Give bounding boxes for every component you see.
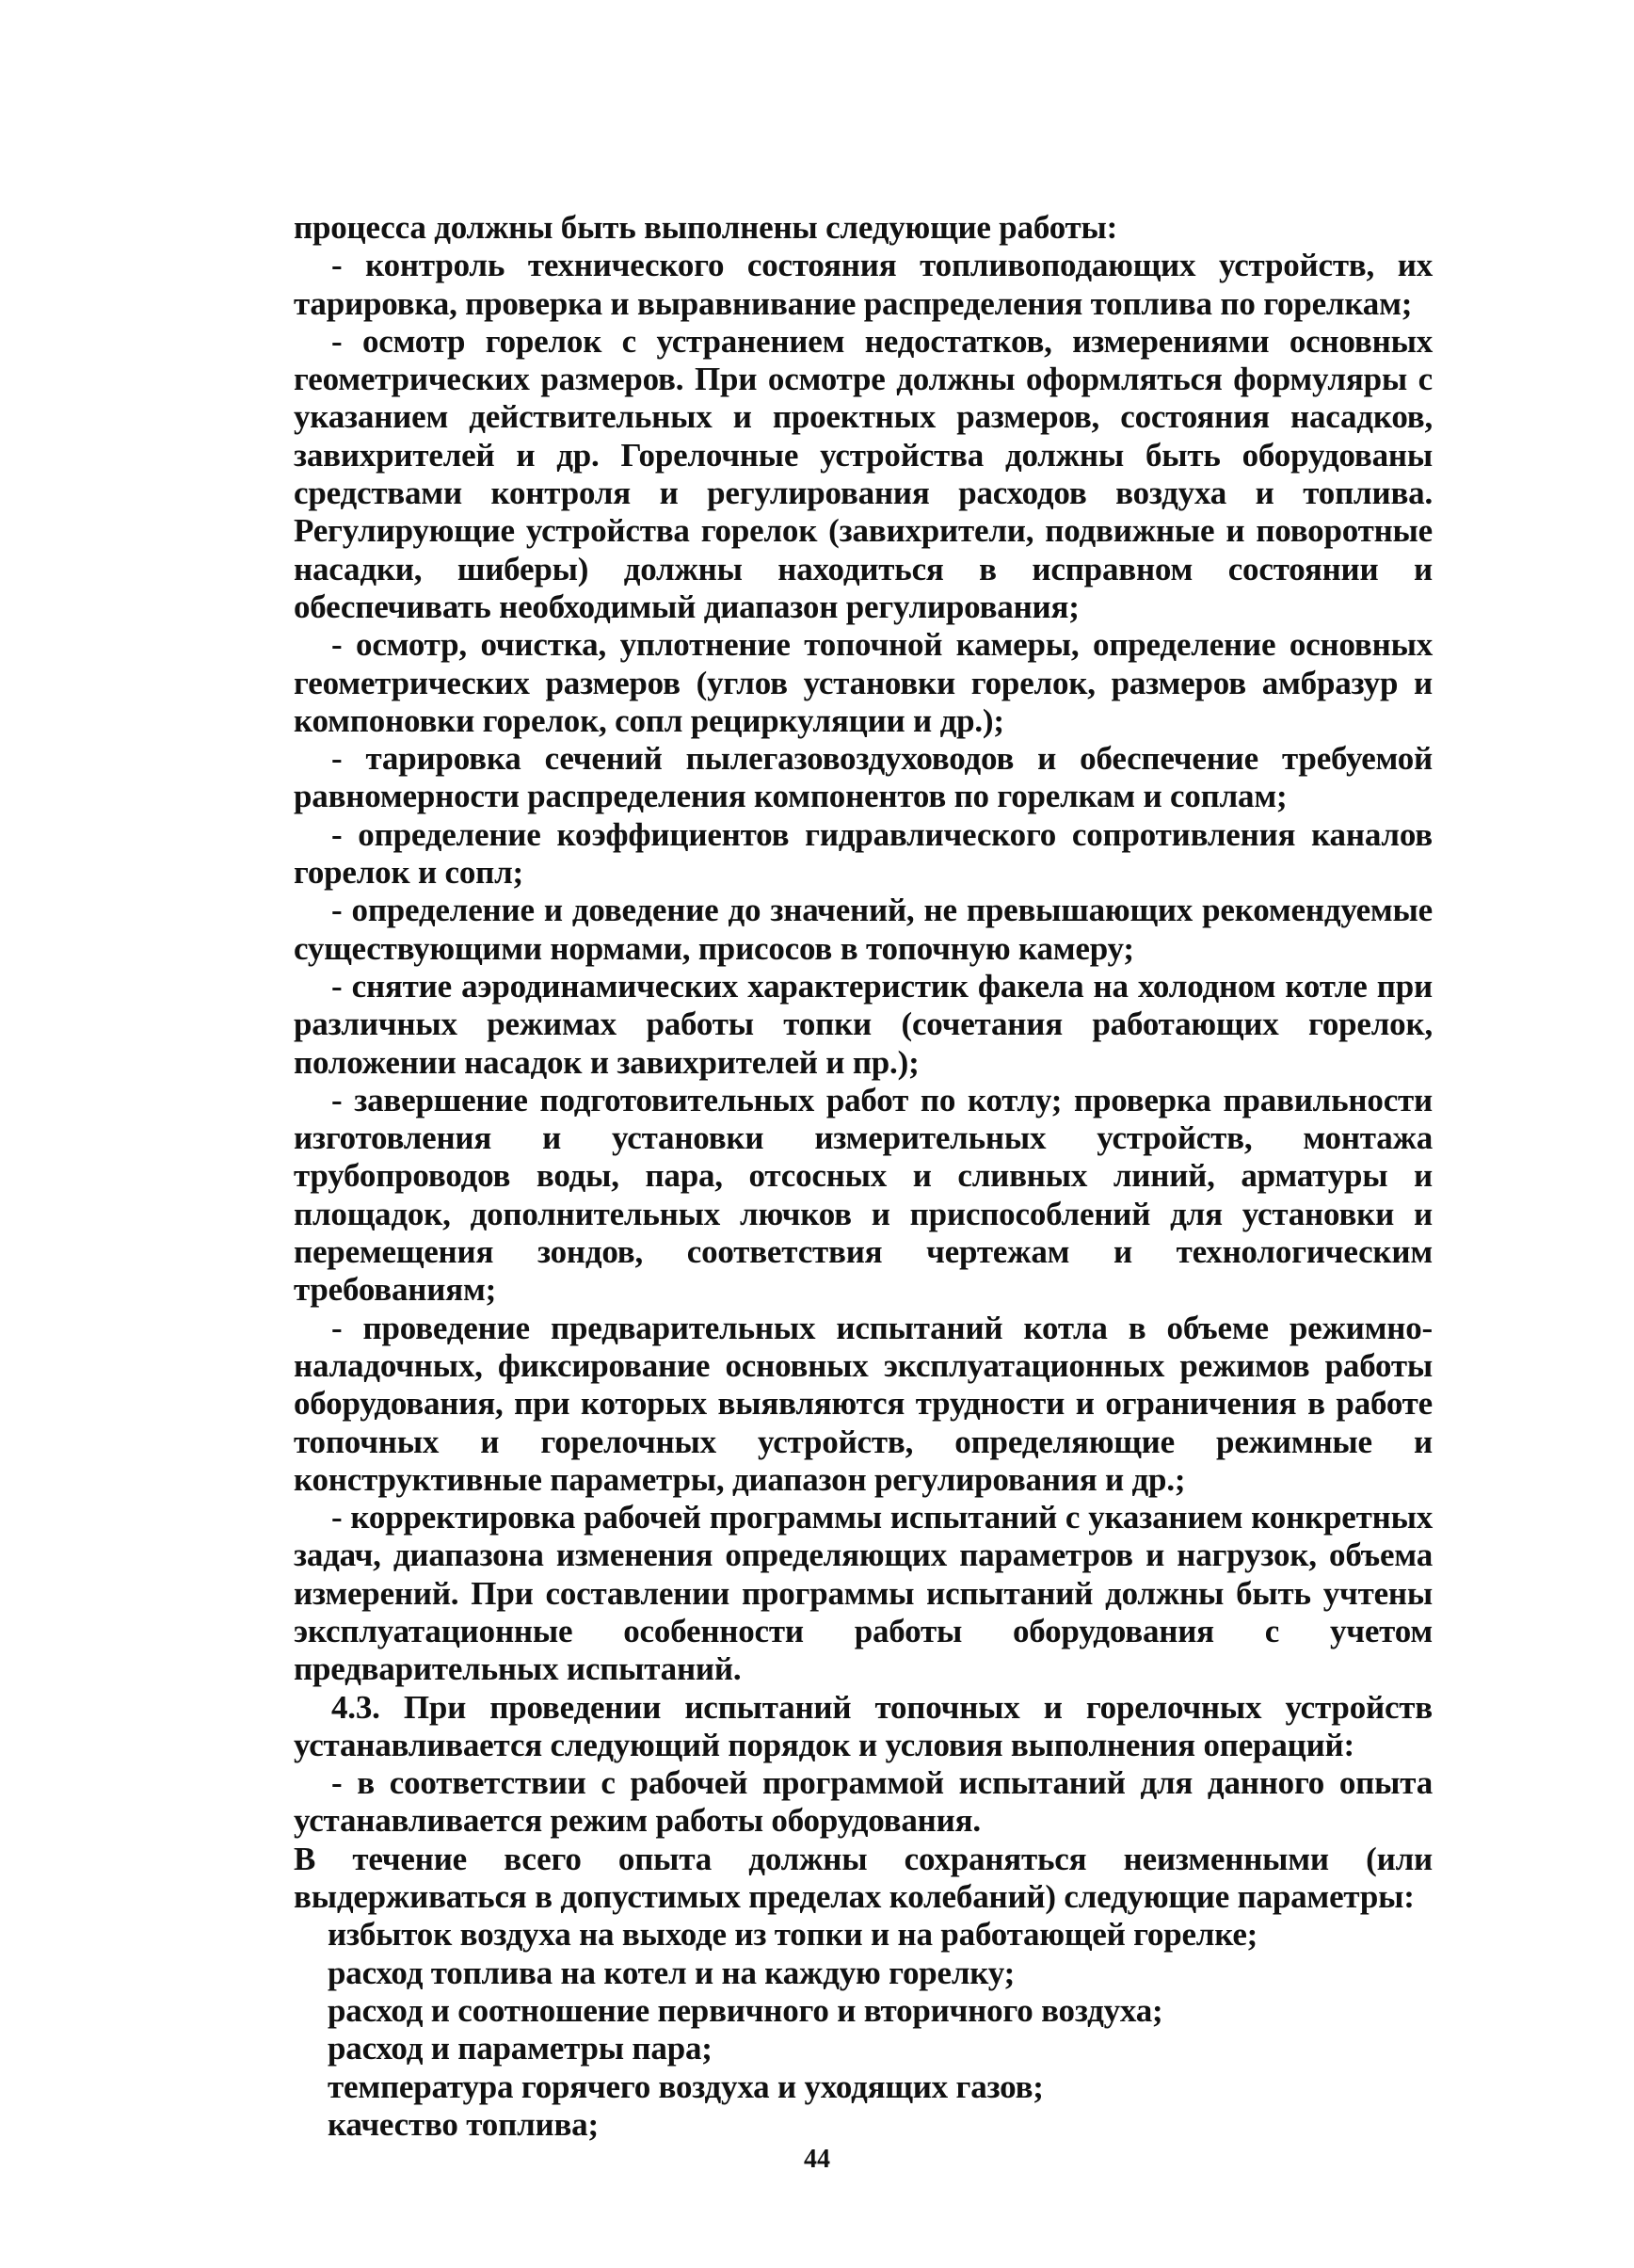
intro-line: процесса должны быть выполнены следующие работы: [294,209,1118,246]
list-item: - завершение подготовительных работ по котлу; проверка правильности изготовления и установки измерительных устройств, монтажа трубопроводов воды, пара, отсосных и сливных линий, арматуры и площадок, дополнительных лючков и приспособлений для установки и перемещения зондов, соответствия чертежам и технологическим требованиям; [294,1081,1433,1309]
list-item: - определение коэффициентов гидравлического сопротивления каналов горелок и сопл; [294,815,1433,892]
parameter-item: расход топлива на котел и на каждую горелку; [328,1954,1016,1991]
section-4-3: 4.3. При проведении испытаний топочных и горелочных устройств устанавливается следующий порядок и условия выполнения операций: [294,1688,1433,1763]
parameter-item: расход и параметры пара; [328,2030,713,2067]
list-item: - контроль технического состояния топливоподающих устройств, их тарировка, проверка и выравнивание распределения топлива по горелкам; [294,247,1433,322]
list-item: - корректировка рабочей программы испытаний с указанием конкретных задач, диапазона изменения определяющих параметров и нагрузок, объема измерений. При составлении программы испытаний должны быть учтены эксплуатационные особенности работы оборудования с учетом предварительных испытаний. [294,1499,1433,1688]
list-item: - тарировка сечений пылегазовоздуховодов и обеспечение требуемой равномерности распределения компонентов по горелкам и соплам; [294,740,1433,815]
parameter-item: качество топлива; [328,2105,599,2143]
list-item: - снятие аэродинамических характеристик факела на холодном котле при различных режимах работы топки (сочетания работающих горелок, положении насадок и завихрителей и пр.); [294,967,1433,1081]
list-item: - определение и доведение до значений, не превышающих рекомендуемые существующими нормами, присосов в топочную камеру; [294,892,1433,967]
list-item: - проведение предварительных испытаний котла в объеме режимно-наладочных, фиксирование основных эксплуатационных режимов работы оборудования, при которых выявляются трудности и ограничения в работе топочных и горелочных устройств, определяющие режимные и конструктивные параметры, диапазон регулирования и др.; [294,1309,1433,1498]
parameter-item: избыток воздуха на выходе из топки и на работающей горелке; [328,1916,1258,1954]
parameters-list [294,1916,1433,2144]
document-page [294,209,1433,2144]
parameters-paragraph: В течение всего опыта должны сохраняться неизменными (или выдерживаться в допустимых пределах колебаний) следующие параметры: [294,1840,1433,1916]
parameter-item: температура горячего воздуха и уходящих газов; [328,2067,1044,2105]
list-item: - осмотр, очистка, уплотнение топочной камеры, определение основных геометрических размеров (углов установки горелок, размеров амбразур и компоновки горелок, сопл рециркуляции и др.); [294,626,1433,739]
parameter-item: расход и соотношение первичного и вторичного воздуха; [328,1991,1163,2029]
list-item: - осмотр горелок с устранением недостатков, измерениями основных геометрических размеров. При осмотре должны оформляться формуляры с указанием действительных и проектных размеров, состояния насадков, завихрителей и др. Горелочные устройства должны быть оборудованы средствами контроля и регулирования расходов воздуха и топлива. Регулирующие устройства горелок (завихрители, подвижные и поворотные насадки, шиберы) должны находиться в исправном состоянии и обеспечивать необходимый диапазон регулирования; [294,322,1433,625]
list-item: - в соответствии с рабочей программой испытаний для данного опыта устанавливается режим работы оборудования. [294,1764,1433,1840]
page-number: 44 [804,2145,830,2174]
